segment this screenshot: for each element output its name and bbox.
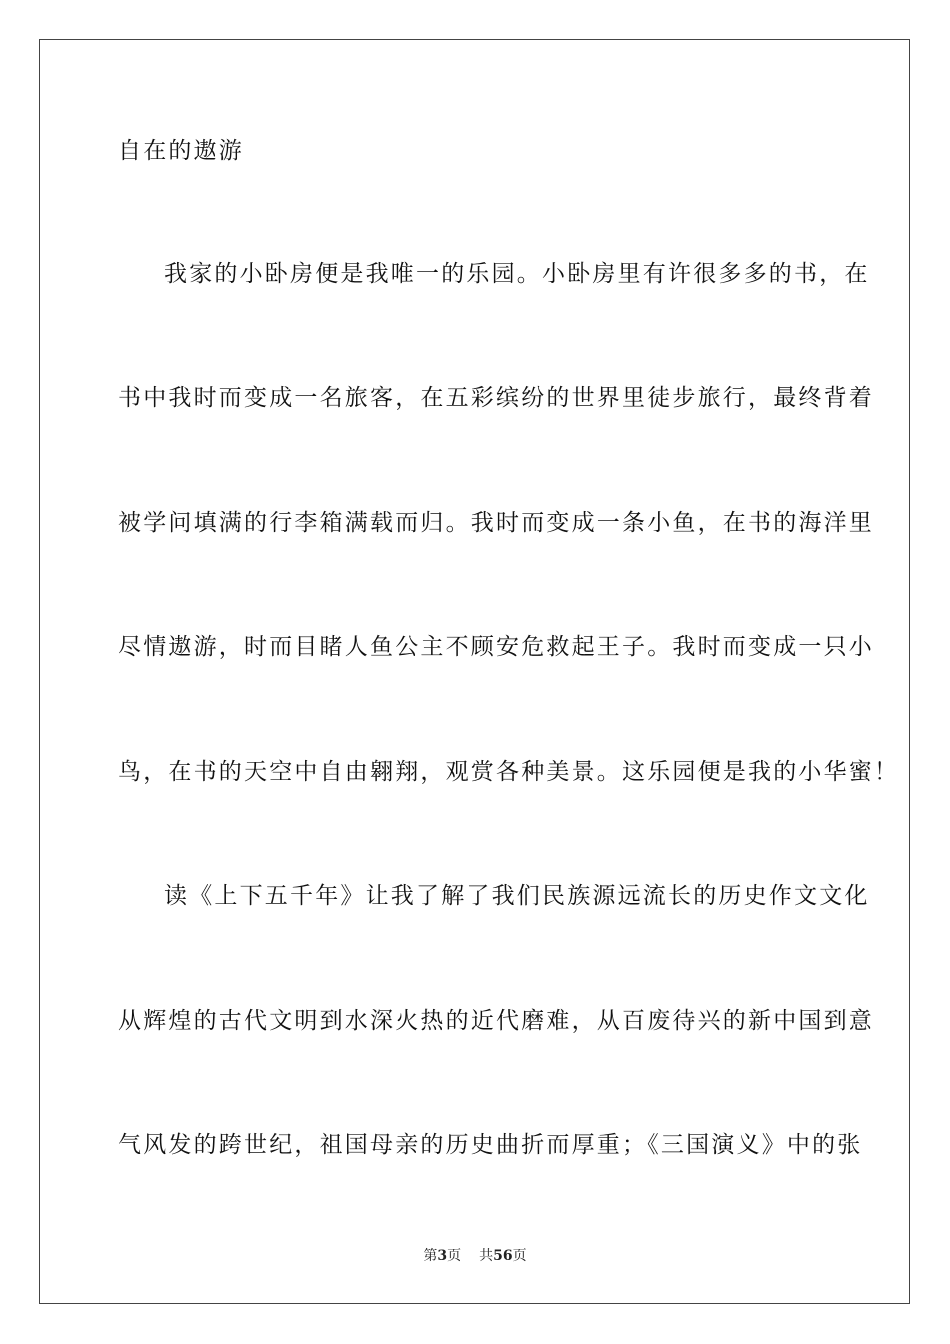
page-footer (0, 1247, 950, 1265)
text-line: 自在的遨游 (118, 138, 244, 164)
text-line: 尽情遨游，时而目睹人鱼公主不顾安危救起王子。我时而变成一只小 (118, 634, 874, 660)
text-line: 被学问填满的行李箱满载而归。我时而变成一条小鱼，在书的海洋里 (118, 510, 874, 536)
text-line: 气风发的跨世纪，祖国母亲的历史曲折而厚重；《三国演义》中的张 (118, 1132, 863, 1158)
text-line: 我家的小卧房便是我唯一的乐园。小卧房里有许很多多的书，在 (164, 261, 870, 287)
total-pages: 56 (493, 1248, 513, 1264)
text-line: 鸟，在书的天空中自由翱翔，观赏各种美景。这乐园便是我的小华蜜！ (118, 759, 900, 785)
page-suffix: 页 (447, 1248, 462, 1264)
total-prefix: 共 (479, 1248, 494, 1264)
total-suffix: 页 (512, 1248, 527, 1264)
page-border (39, 39, 910, 1304)
text-line: 书中我时而变成一名旅客，在五彩缤纷的世界里徒步旅行，最终背着 (118, 385, 874, 411)
text-line: 读《上下五千年》让我了解了我们民族源远流长的历史作文文化 (164, 883, 870, 909)
page-number: 3 (437, 1248, 448, 1264)
page-prefix: 第 (423, 1248, 438, 1264)
text-line: 从辉煌的古代文明到水深火热的近代磨难，从百废待兴的新中国到意 (118, 1008, 874, 1034)
